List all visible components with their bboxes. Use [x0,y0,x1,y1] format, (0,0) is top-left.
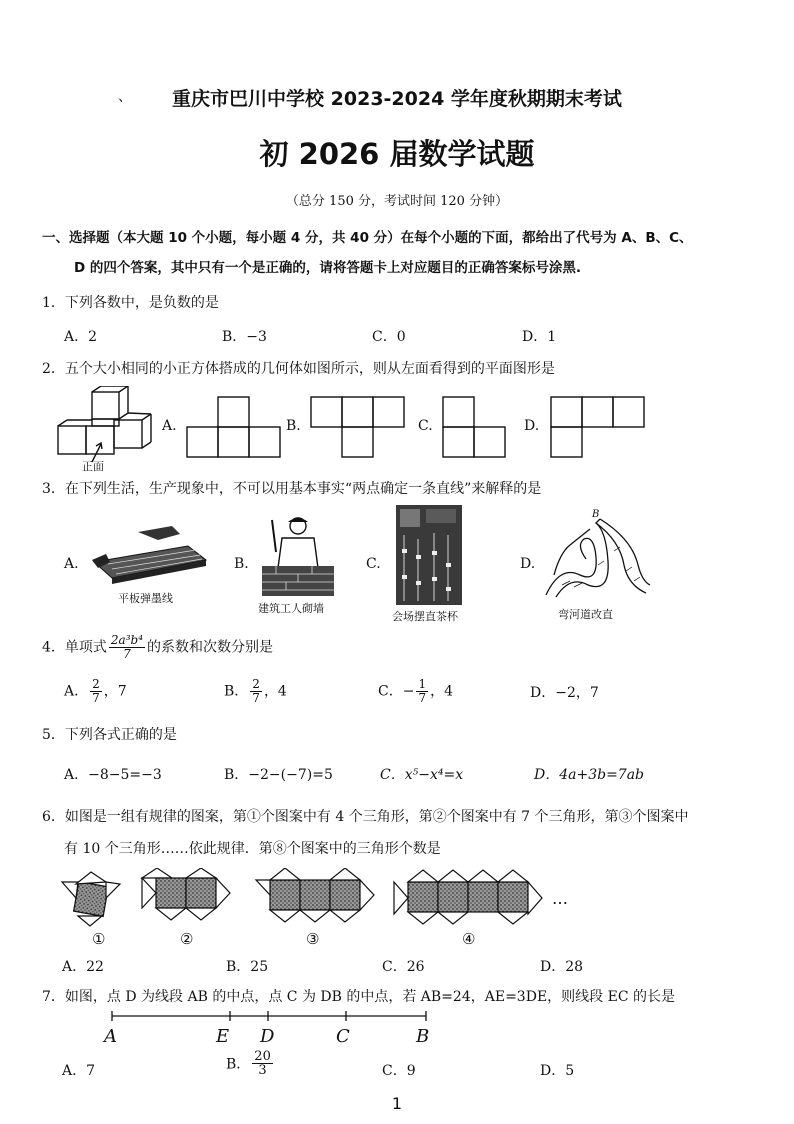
q3-option-b-label[interactable]: B. [234,556,249,572]
q4-option-a[interactable] [64,678,127,705]
q3-point-b-label: B [592,509,600,520]
page-number: 1 [391,1094,403,1113]
q1-stem: 1．下列各数中，是负数的是 [42,295,219,311]
q3-caption-c: 会场摆直茶杯 [392,610,458,623]
q4-option-b-degree: ，4 [263,683,287,700]
exam-info: （总分 150 分，考试时间 120 分钟） [285,194,509,209]
q7-point-d: D [260,1026,275,1047]
q6-option-d[interactable]: D．28 [540,959,584,975]
section-instructions-line2: D 的四个答案，其中只有一个是正确的，请将答题卡上对应题目的正确答案标号涂黑. [74,260,582,276]
q5-option-b[interactable]: B．−2−(−7)=5 [224,767,333,783]
q6-option-a[interactable]: A．22 [62,959,104,975]
q7-stem: 7．如图，点 D 为线段 AB 的中点，点 C 为 DB 的中点，若 AB=24，AE=3DE，则线段 EC 的长是 [42,989,675,1005]
q4-option-c-denominator: 7 [418,691,427,705]
q1-option-a[interactable]: A．2 [64,329,98,345]
q7-option-b-label: B． [226,1056,251,1073]
q6-stem-line1: 6．如图是一组有规律的图案，第①个图案中有 4 个三角形，第②个图案中有 7 个三角形，第③个图案中 [42,809,689,825]
q4-option-a-denominator: 7 [92,691,100,705]
section-instructions-line1: 一、选择题（本大题 10 个小题，每小题 4 分，共 40 分）在每个小题的下面，都给出了代号为 A、B、C、 [42,230,693,246]
q4-option-d[interactable]: D．−2，7 [530,685,599,701]
q3-option-a-picture[interactable] [88,518,212,584]
q7-option-b-fraction [252,1050,273,1077]
q3-option-c-picture[interactable] [396,505,462,605]
q7-option-b-denominator: 3 [258,1063,267,1078]
q7-point-b: B [416,1026,430,1047]
q3-caption-d: 弯河道改直 [558,608,613,621]
q4-stem-suffix: 的系数和次数分别是 [147,639,274,656]
q6-pattern-3 [256,868,374,922]
q2-option-a-label[interactable]: A. [162,418,177,434]
q3-option-d-label[interactable]: D. [520,556,536,572]
header-mark: 、 [118,89,132,105]
q4-option-c-degree: ，4 [430,683,454,700]
q3-caption-a: 平板弹墨线 [118,592,173,605]
q2-option-c-label[interactable]: C. [418,418,433,434]
q4-option-b-numerator: 2 [252,677,260,691]
q2-option-b-label[interactable]: B. [286,418,301,434]
q3-option-c-label[interactable]: C. [366,556,381,572]
q4-option-b-denominator: 7 [252,691,260,705]
q2-option-a-figure[interactable] [186,396,282,460]
q7-option-d[interactable]: D．5 [540,1063,575,1079]
q4-option-a-numerator: 2 [92,677,100,691]
exam-title: 重庆市巴川中学校 2023-2024 学年度秋期期末考试 [172,88,622,110]
q4-option-a-degree: ，7 [103,683,127,700]
q2-option-d-label[interactable]: D. [524,418,540,434]
q2-option-c-figure[interactable] [442,396,508,460]
q4-option-b-label: B． [224,683,249,700]
q6-pattern-figure [56,868,596,930]
q7-point-c: C [336,1026,350,1047]
q5-stem: 5．下列各式正确的是 [42,727,177,743]
q6-option-c[interactable]: C．26 [382,959,425,975]
q4-option-a-label: A． [64,683,89,700]
q6-label-3: ③ [306,930,320,948]
q4-option-c-numerator: 1 [418,677,427,691]
q6-option-b[interactable]: B．25 [226,959,269,975]
q4-option-c[interactable] [378,678,453,705]
q2-front-label: 正面 [82,460,104,472]
q4-monomial-fraction [109,634,145,661]
q7-point-a: A [104,1026,117,1047]
q6-label-4: ④ [462,930,476,948]
q5-option-a[interactable]: A．−8−5=−3 [64,767,162,783]
q7-segment-figure [100,1008,440,1048]
q3-stem: 3．在下列生活，生产现象中，不可以用基本事实“两点确定一条直线”来解释的是 [42,481,542,497]
q6-label-1: ① [92,930,106,948]
q4-option-a-fraction [90,678,102,705]
q5-option-d[interactable]: D．4a+3b=7ab [534,767,645,783]
q3-option-a-label[interactable]: A. [64,556,79,572]
q4-fraction-numerator: 2a³b⁴ [110,633,144,647]
q4-stem [42,634,273,661]
q1-option-c[interactable]: C．0 [372,329,406,345]
q4-option-c-label: C．− [378,683,415,700]
q1-option-d[interactable]: D．1 [522,329,557,345]
q4-option-b-fraction [250,678,262,705]
q4-fraction-denominator: 7 [123,647,131,661]
q6-stem-line2: 有 10 个三角形……依此规律．第⑧个图案中的三角形个数是 [64,841,441,857]
q6-ellipsis: … [552,889,568,908]
q4-option-b[interactable] [224,678,287,705]
q3-option-b-picture[interactable] [262,512,334,598]
q7-point-e: E [216,1026,230,1047]
q7-option-a[interactable]: A．7 [62,1063,96,1079]
q4-stem-prefix: 4．单项式 [42,639,107,656]
q6-label-2: ② [180,930,194,948]
q2-stem: 2．五个大小相同的小正方体搭成的几何体如图所示，则从左面看得到的平面图形是 [42,361,555,377]
q5-option-c[interactable]: C．x⁵−x⁴=x [380,767,464,783]
q2-cube-figure [52,386,162,472]
q7-option-b-numerator: 20 [254,1049,271,1064]
q6-pattern-1 [62,872,120,926]
q2-option-b-figure[interactable] [310,396,406,460]
q4-option-c-fraction [416,678,428,705]
exam-subtitle: 初 2026 届数学试题 [259,137,535,171]
q3-option-d-picture[interactable] [540,505,652,601]
q2-option-d-figure[interactable] [550,396,646,460]
q7-option-b[interactable] [226,1050,275,1077]
q7-option-c[interactable]: C．9 [382,1063,416,1079]
q6-pattern-4 [394,870,542,924]
q1-option-b[interactable]: B．−3 [222,329,267,345]
q6-pattern-2 [142,868,230,920]
q3-caption-b: 建筑工人砌墙 [258,602,324,615]
